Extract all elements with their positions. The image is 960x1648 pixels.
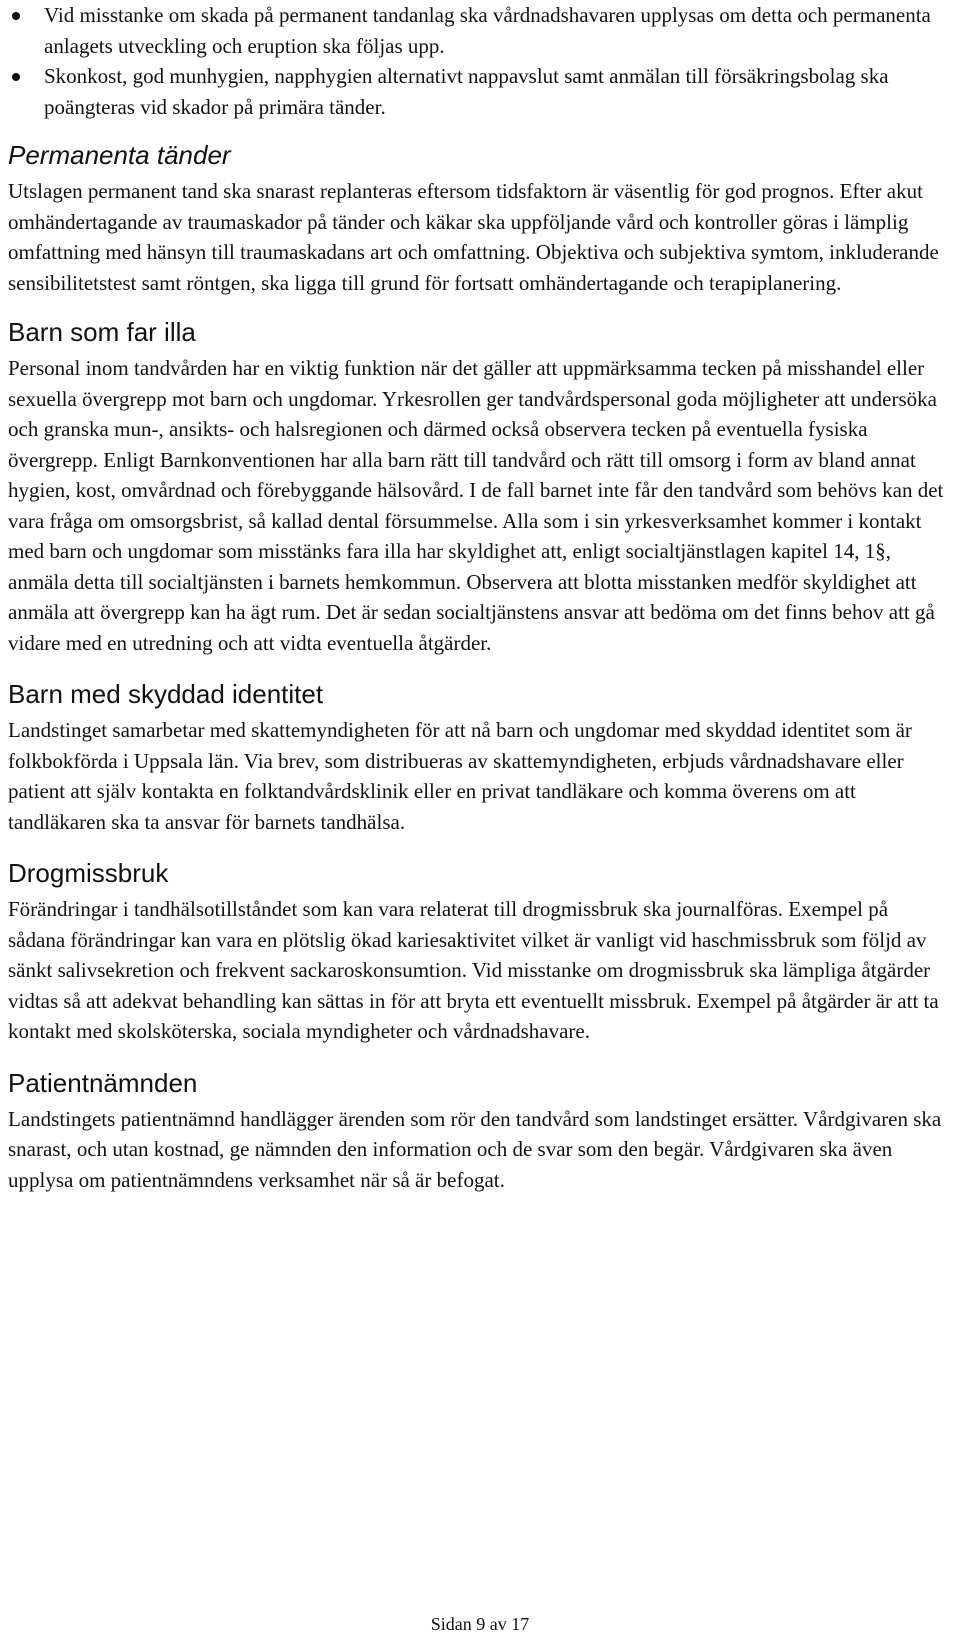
bullet-text: Vid misstanke om skada på permanent tandanlag ska vårdnadshavaren upplysas om detta och permanenta anlagets utveckling och eruption ska följas upp. xyxy=(44,3,931,58)
bullet-text: Skonkost, god munhygien, napphygien alternativt nappavslut samt anmälan till försäkringsbolag ska poängteras vid skador på primära tänder. xyxy=(44,64,889,119)
section-heading: Barn med skyddad identitet xyxy=(8,679,324,709)
bullet-dot-icon xyxy=(12,12,20,20)
section-paragraph: Landstingets patientnämnd handlägger ärenden som rör den tandvård som landstinget ersätter. Vårdgivaren ska snarast, och utan kostnad, ge nämnden den information och de svar som den begär. Vårdgivaren ska även upplysa om patientnämndens verksamhet när så är befogat. xyxy=(8,1106,942,1192)
section-drogmissbruk xyxy=(8,857,948,1047)
section-heading: Drogmissbruk xyxy=(8,858,169,888)
section-heading: Barn som far illa xyxy=(8,317,196,347)
section-paragraph: Förändringar i tandhälsotillståndet som kan vara relaterat till drogmissbruk ska journalföras. Exempel på sådana förändringar kan vara en plötslig ökad kariesaktivitet vilket är vanligt vid haschmissbruk som följd av sänkt salivsekretion och frekvent sackaroskonsumtion. Vid misstanke om drogmissbruk ska lämpliga åtgärder vidtas så att adekvat behandling kan sättas in för att bryta ett eventuellt missbruk. Exempel på åtgärder är att ta kontakt med skolsköterska, sociala myndigheter och vårdnadshavare. xyxy=(8,897,939,1043)
bullet-dot-icon xyxy=(12,73,20,81)
bullet-list xyxy=(8,0,948,122)
document-page xyxy=(8,0,948,1195)
bullet-item xyxy=(8,61,948,122)
section-barn-med-skyddad-identitet xyxy=(8,678,948,837)
bullet-item xyxy=(8,0,948,61)
section-heading: Permanenta tänder xyxy=(8,140,231,170)
section-paragraph: Utslagen permanent tand ska snarast replanteras eftersom tidsfaktorn är väsentlig för god prognos. Efter akut omhändertagande av traumaskador på tänder och käkar ska uppföljande vård och kontroller göras i lämplig omfattning med hänsyn till traumaskadans art och omfattning. Objektiva och subjektiva symtom, inkluderande sensibilitetstest samt röntgen, ska ligga till grund för fortsatt omhändertagande och terapiplanering. xyxy=(8,179,939,295)
section-paragraph: Personal inom tandvården har en viktig funktion när det gäller att uppmärksamma tecken på misshandel eller sexuella övergrepp mot barn och ungdomar. Yrkesrollen ger tandvårdspersonal goda möjligheter att undersöka och granska mun-, ansikts- och halsregionen och därmed också observera tecken på eventuella fysiska övergrepp. Enligt Barnkonventionen har alla barn rätt till tandvård och rätt till omsorg i form av bland annat hygien, kost, omvårdnad och förebyggande hälsovård. I de fall barnet inte får den tandvård som behövs kan det vara fråga om omsorgsbrist, så kallad dental försummelse. Alla som i sin yrkesverksamhet kommer i kontakt med barn och ungdomar som misstänks fara illa har skyldighet att, enligt socialtjänstlagen kapitel 14, 1§, anmäla detta till socialtjänsten i barnets hemkommun. Observera att blotta misstanken medför skyldighet att anmäla att övergrepp kan ha ägt rum. Det är sedan socialtjänstens ansvar att bedöma om det finns behov att gå vidare med en utredning och att vidta eventuella åtgärder. xyxy=(8,356,944,655)
section-paragraph: Landstinget samarbetar med skattemyndigheten för att nå barn och ungdomar med skyddad identitet som är folkbokförda i Uppsala län. Via brev, som distribueras av skattemyndigheten, erbjuds vårdnadshavare eller patient att själv kontakta en folktandvårdsklinik eller en privat tandläkare och komma överens om att tandläkaren ska ta ansvar för barnets tandhälsa. xyxy=(8,718,912,834)
section-permanenta-tander xyxy=(8,139,948,298)
section-heading: Patientnämnden xyxy=(8,1067,198,1098)
section-patientnamnden xyxy=(8,1067,948,1196)
page-number-footer: Sidan 9 av 17 xyxy=(430,1614,530,1634)
section-barn-som-far-illa xyxy=(8,316,948,658)
